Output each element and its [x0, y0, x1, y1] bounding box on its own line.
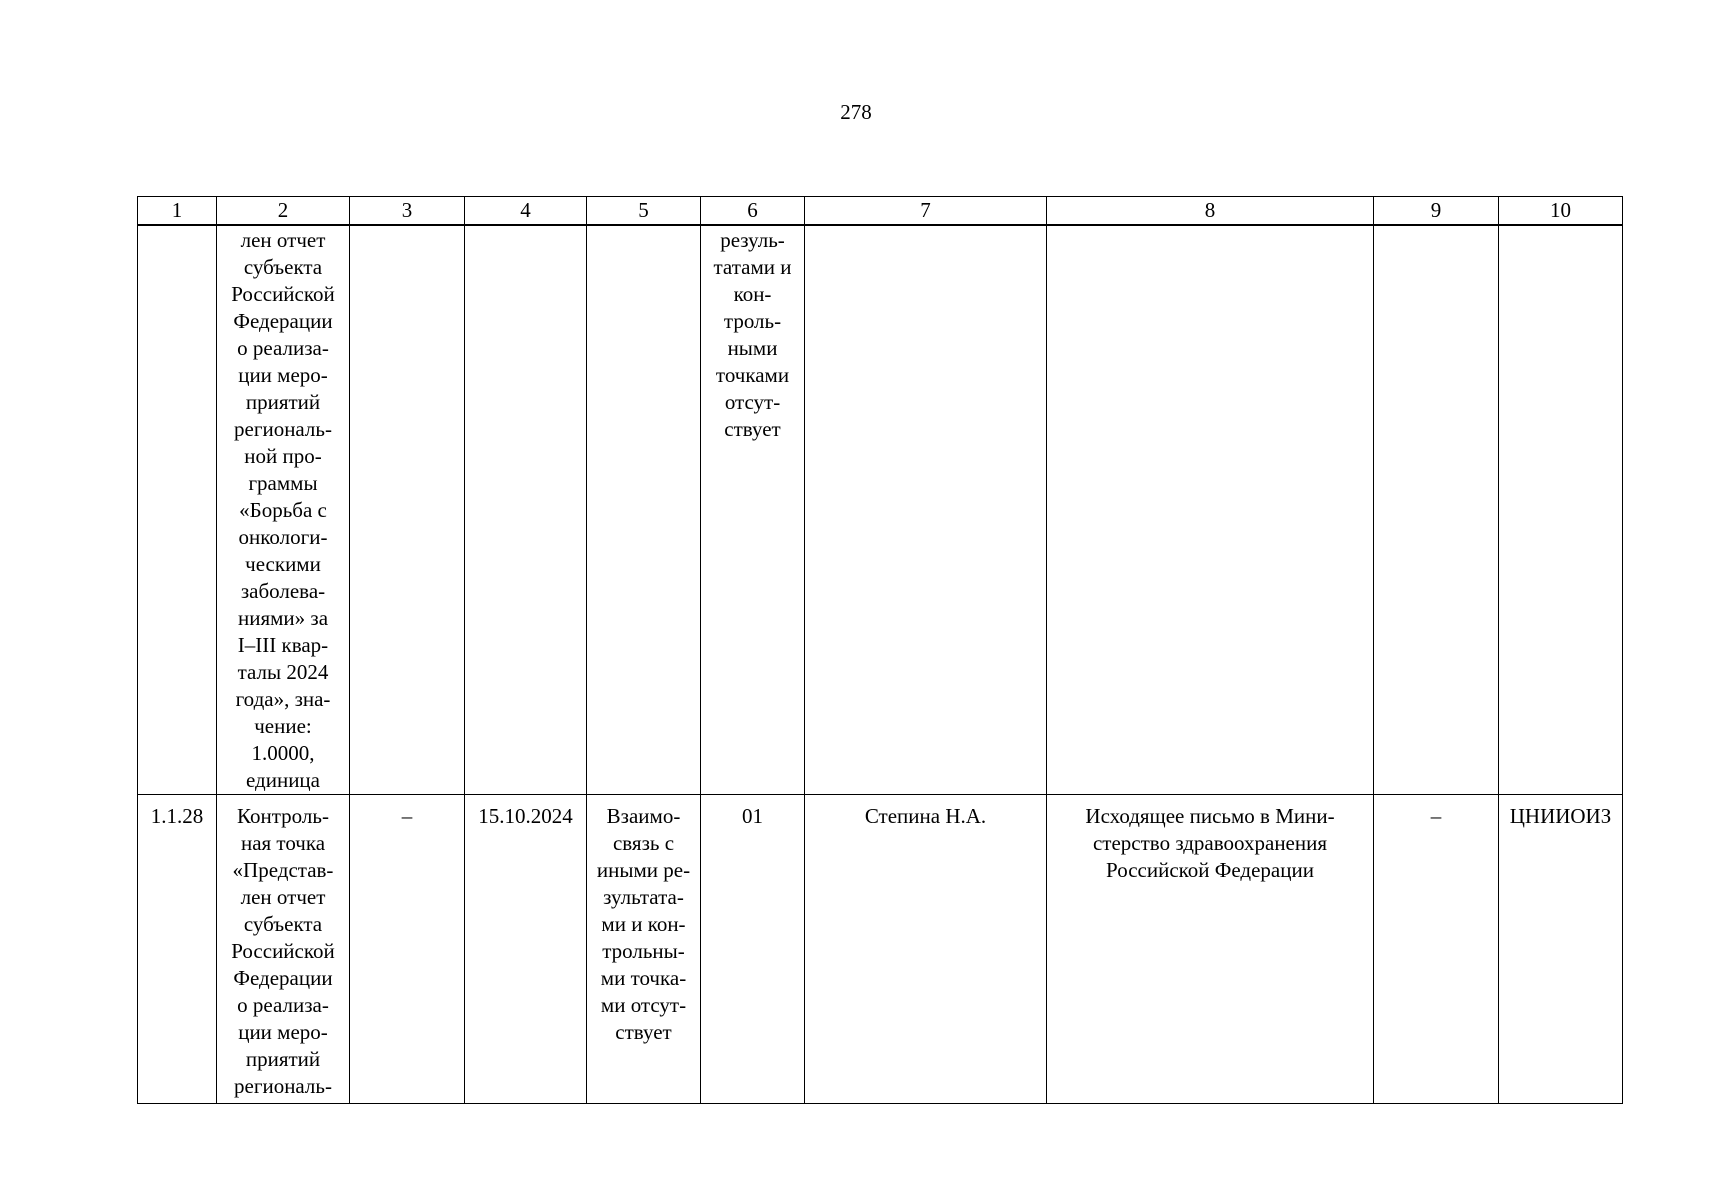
cell-text: Взаимо- связь с иными ре- зультата- ми и кон- трольны- ми точка- ми отсут- ствует: [596, 804, 691, 1044]
table-cell: [701, 795, 805, 1104]
cell-text: резуль- татами и кон- троль- ными точками отсут- ствует: [713, 228, 792, 441]
cell-text: ЦНИИОИЗ: [1509, 804, 1612, 828]
table-cell: [1047, 795, 1374, 1104]
column-header-8: 8: [1047, 197, 1374, 226]
column-header-2: 2: [217, 197, 350, 226]
cell-text: –: [401, 804, 413, 828]
table-cell: [465, 225, 587, 795]
column-header-1: 1: [138, 197, 217, 226]
table-cell: [805, 795, 1047, 1104]
cell-text: Контроль- ная точка «Представ- лен отчет субъекта Российской Федерации о реализа- ции меро- приятий региональ-: [231, 804, 335, 1098]
table-cell: [587, 795, 701, 1104]
cell-text: 1.1.28: [150, 804, 204, 828]
cell-text: 15.10.2024: [478, 804, 573, 828]
table-cell: [1374, 225, 1499, 795]
cell-text: Степина Н.А.: [864, 804, 987, 828]
column-header-4: 4: [465, 197, 587, 226]
column-header-3: 3: [350, 197, 465, 226]
table-cell: [138, 225, 217, 795]
table-cell: [1499, 225, 1623, 795]
column-header-9: 9: [1374, 197, 1499, 226]
table-row-1-1-28: [138, 795, 1623, 1104]
table-cell: [138, 795, 217, 1104]
table-cell: [1499, 795, 1623, 1104]
table-cell: [805, 225, 1047, 795]
column-header-5: 5: [587, 197, 701, 226]
table-cell: [217, 225, 350, 795]
table-header-row: [138, 197, 1623, 226]
cell-text: –: [1430, 804, 1442, 828]
table-cell: [1374, 795, 1499, 1104]
page-number: 278: [840, 100, 872, 124]
table-cell: [350, 225, 465, 795]
table-cell: [465, 795, 587, 1104]
table-row-continued: [138, 225, 1623, 795]
table-cell: [701, 225, 805, 795]
table-cell: [1047, 225, 1374, 795]
document-table: [137, 196, 1623, 1104]
column-header-6: 6: [701, 197, 805, 226]
table-cell: [587, 225, 701, 795]
cell-text: лен отчет субъекта Российской Федерации о реализа- ции меро- приятий региональ- ной про- граммы «Борьба с онкологи- ческими заболева- ниями» за I–III квар- талы 2024 года», зна- чение: 1.0000, единица: [231, 228, 335, 792]
table-cell: [350, 795, 465, 1104]
table-cell: [217, 795, 350, 1104]
column-header-10: 10: [1499, 197, 1623, 226]
cell-text: 01: [742, 804, 763, 828]
column-header-7: 7: [805, 197, 1047, 226]
cell-text: Исходящее письмо в Мини- стерство здравоохранения Российской Федерации: [1085, 804, 1335, 882]
